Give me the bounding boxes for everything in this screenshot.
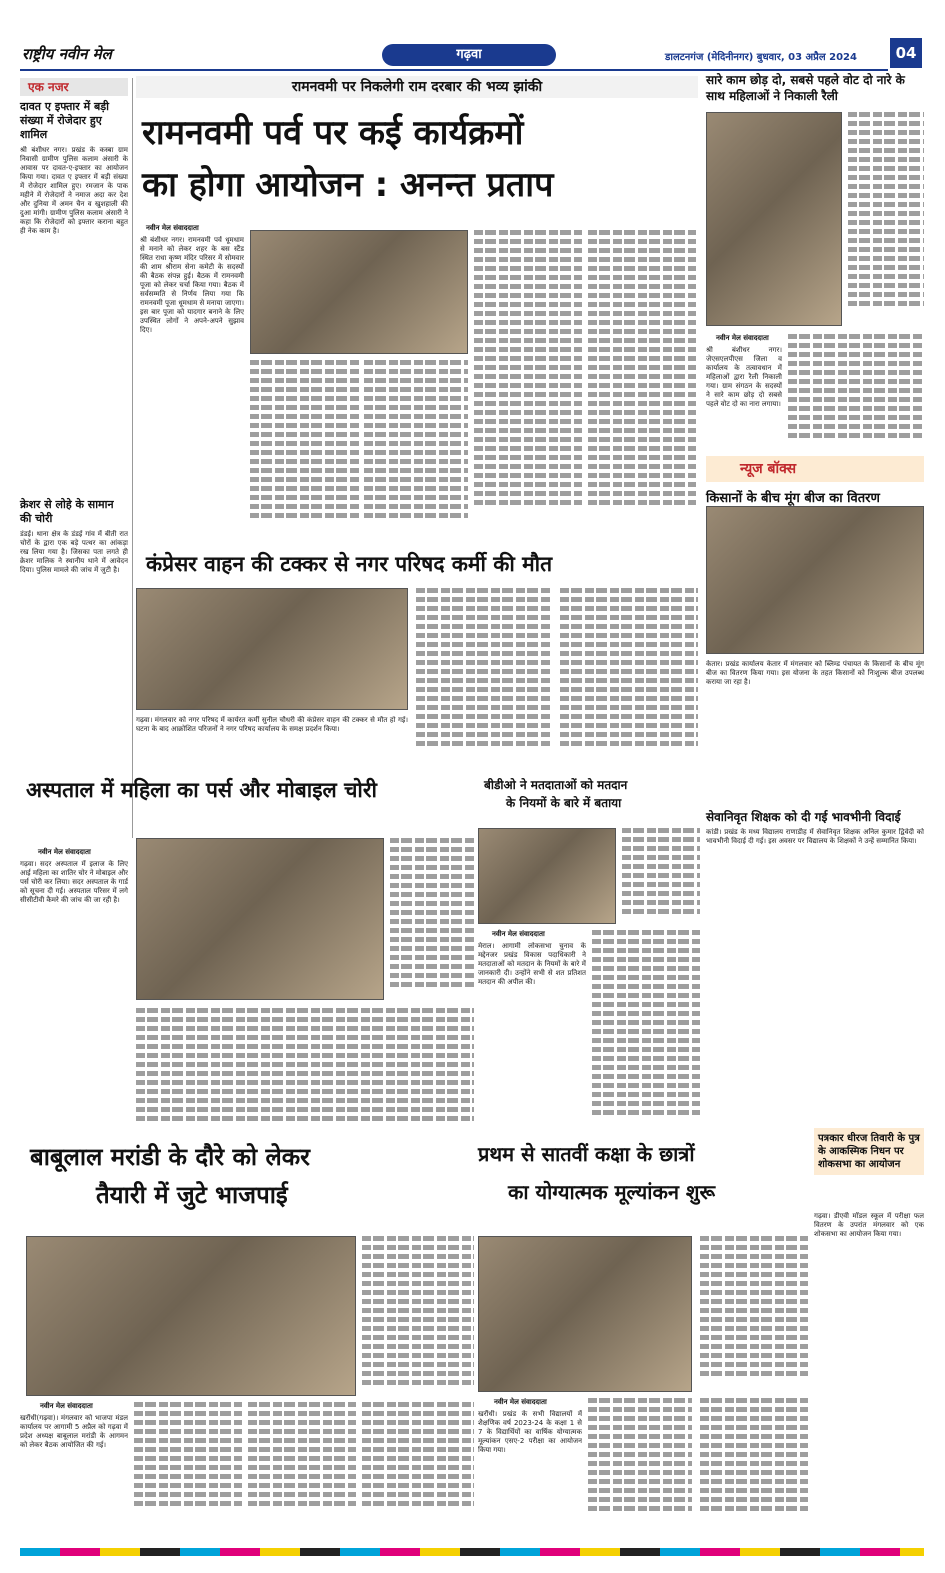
news-box-label: न्यूज बॉक्स (706, 456, 924, 482)
bdo-photo (478, 828, 616, 924)
condolence-headline: पत्रकार धीरज तिवारी के पुत्र के आकस्मिक निधन पर शोकसभा का आयोजन (814, 1128, 924, 1175)
lead-headline-line2: का होगा आयोजन : अनन्त प्रताप (142, 165, 554, 205)
sidebar-divider (132, 78, 133, 838)
assessment-text-side (700, 1236, 808, 1392)
page-number: 04 (890, 38, 922, 68)
dateline: डालटनगंज (मेदिनीनगर) बुधवार, 03 अप्रैल 2024 (665, 52, 857, 63)
sidebar-story2-text: डंडई। थाना क्षेत्र के डंडई गांव में बीती रात चोरों के द्वारा एक बड़े पत्थर का आंकड़ा रख लिया गया है। जिसका पता लगते ही क्रेशर मालिक ने स्थानीय थाने में आवेदन दिया। पुलिस मामले की जांच में जुटी है। (20, 530, 128, 574)
hospital-story (20, 776, 474, 1136)
rally-text-right (848, 112, 924, 326)
rally-story (706, 72, 924, 450)
compressor-text: गढ़वा। मंगलवार को नगर परिषद में कार्यरत कर्मी सुनील चौधरी की कंप्रेसर वाहन की टक्कर से मौत हो गई। घटना के बाद आक्रोशित परिजनों ने नगर परिषद कार्यालय के समक्ष प्रदर्शन किया। (136, 716, 408, 733)
paper-logo: राष्ट्रीय नवीन मेल (22, 45, 112, 63)
news-box-story1-headline: किसानों के बीच मूंग बीज का वितरण (706, 491, 880, 506)
lead-text-col5 (588, 230, 696, 540)
assessment-text-col2 (588, 1398, 692, 1526)
sidebar-story2-headline: क्रेशर से लोहे के सामान की चोरी (20, 498, 114, 525)
news-box-story2-text: कांडी। प्रखंड के मध्य विद्यालय राणाडीह में सेवानिवृत शिक्षक अनिल कुमार द्विवेदी को भावभीनी विदाई दी गई। इस अवसर पर विद्यालय के शिक्षकों ने उन्हें सम्मानित किया। (706, 828, 924, 845)
sidebar-story1-text: श्री बंशीधर नगर। प्रखंड के कस्बा ग्राम निवासी ग्रामीण पुलिस कलाम अंसारी के आवास पर दावत-ए-इफ्तार का आयोजन किया गया। दावत ए इफ्तार में बड़ी संख्या में रोजेदार शामिल हुए। रमजान के पाक महीने में रोजेदारों ने नमाज अदा कर देश और दुनिया में अमन चैन व खुशहाली की दुआ मांगी। ग्रामीण पुलिस कलाम अंसारी ने कहा कि रोजेदारों को इफ्तार कराना बहुत ही नेक काम है। (20, 146, 128, 235)
hospital-text: गढ़वा। सदर अस्पताल में इलाज के लिए आई महिला का शातिर चोर ने मोबाइल और पर्स चोरी कर लिया। सदर अस्पताल के गार्ड को सूचना दी गई। अस्पताल परिसर में लगे सीसीटीवी कैमरे की जांच की जा रही है। (20, 860, 128, 904)
babulal-photo (26, 1236, 356, 1396)
lead-text-col3 (364, 360, 468, 540)
lead-text-col2 (250, 360, 360, 540)
masthead (20, 36, 925, 72)
rally-photo (706, 112, 842, 326)
hospital-photo (136, 838, 384, 1000)
assessment-text: खरौंधी। प्रखंड के सभी विद्यालयों में शैक्षणिक वर्ष 2023-24 के कक्षा 1 से 7 के विद्यार्थियों का वार्षिक योग्यात्मक मूल्यांकन एसए-2 परीक्षा का आयोजन किया गया। (478, 1410, 582, 1454)
assessment-headline-line1: प्रथम से सातवीं कक्षा के छात्रों (478, 1142, 695, 1166)
compressor-story (136, 548, 700, 768)
lead-headline-line1: रामनवमी पर्व पर कई कार्यक्रमों (142, 113, 524, 153)
bdo-text: मेराल। आगामी लोकसभा चुनाव के मद्देनजर प्रखंड विकास पदाधिकारी ने मतदाताओं को मतदान के नियमों के बारे में जानकारी दी। उन्होंने सभी से शत प्रतिशत मतदान की अपील की। (478, 942, 586, 986)
babulal-headline-line2: तैयारी में जुटे भाजपाई (96, 1181, 288, 1209)
news-box-photo (706, 506, 924, 654)
assessment-story (478, 1140, 808, 1530)
hospital-headline: अस्पताल में महिला का पर्स और मोबाइल चोरी (26, 778, 377, 802)
lead-text-col4 (474, 230, 582, 540)
lead-story (136, 76, 698, 546)
condolence-text: गढ़वा। डीएवी मॉडल स्कूल में परीक्षा फल वितरण के उपरांत मंगलवार को एक शोकसभा का आयोजन किया गया। (814, 1212, 924, 1238)
rally-byline: नवीन मेल संवाददाता (716, 334, 769, 342)
bdo-story (478, 776, 700, 1136)
bdo-text-side (622, 828, 700, 924)
babulal-headline-line1: बाबूलाल मरांडी के दौरे को लेकर (30, 1143, 310, 1171)
babulal-story (20, 1140, 474, 1530)
hospital-byline: नवीन मेल संवाददाता (38, 848, 91, 856)
news-box-story2-headline: सेवानिवृत शिक्षक को दी गई भावभीनी विदाई (706, 810, 901, 824)
bdo-headline-line2: के नियमों के बारे में बताया (506, 796, 622, 810)
rally-text: श्री बंशीधर नगर। जेएसएलपीएस जिला व कार्यालय के तत्वावधान में महिलाओं द्वारा रैली निकाली गया। ग्राम संगठन के सदस्यों ने सारे काम छोड़ दो सबसे पहले वोट दो का नारा लगाया। (706, 346, 782, 408)
lead-kicker: रामनवमी पर निकलेगी राम दरबार की भव्य झांकी (136, 76, 698, 98)
footer-color-bar (20, 1548, 924, 1556)
compressor-text-col3 (560, 588, 698, 766)
babulal-text-col2 (134, 1402, 242, 1526)
sidebar (20, 78, 128, 838)
lead-text-col1: श्री बंशीधर नगर। रामनवमी पर्व धूमधाम से मनाने को लेकर शहर के बस स्टैंड स्थित राधा कृष्ण मंदिर परिसर में सोमवार की शाम श्रीराम सेना कमेटी के सदस्यों की बैठक संपन्न हुई। बैठक में रामनवमी पूजा को लेकर चर्चा किया गया। बैठक में सर्वसम्मति से निर्णय लिया गया कि रामनवमी पूजा धूमधाम से मनाया जाएगा। इस बार पूजा को यादगार बनाने के लिए उपस्थित लोगों ने अपने-अपने सुझाव दिए। (140, 236, 244, 334)
babulal-byline: नवीन मेल संवाददाता (40, 1402, 93, 1410)
compressor-text-col2 (416, 588, 552, 766)
lead-photo (250, 230, 468, 354)
compressor-headline: कंप्रेसर वाहन की टक्कर से नगर परिषद कर्मी की मौत (146, 552, 553, 576)
bdo-byline: नवीन मेल संवाददाता (492, 930, 545, 938)
babulal-text-side (362, 1236, 474, 1396)
rally-text-col2 (788, 334, 924, 446)
assessment-text-col3 (700, 1398, 808, 1526)
news-box-story1-text: केतार। प्रखंड कार्यालय केतार में मंगलवार को ब्लिम्ड पंचायत के किसानों के बीच मूंग बीज का वितरण किया गया। इस योजना के तहत किसानों को निःशुल्क बीज उपलब्ध कराया जा रहा है। (706, 660, 924, 686)
masthead-rule (20, 69, 888, 71)
bdo-text-col2 (592, 930, 700, 1132)
assessment-headline-line2: का योग्यात्मक मूल्यांकन शुरू (508, 1180, 716, 1204)
assessment-photo (478, 1236, 692, 1392)
hospital-text-col2 (390, 838, 474, 1000)
assessment-byline: नवीन मेल संवाददाता (494, 1398, 547, 1406)
lead-byline: नवीन मेल संवाददाता (146, 224, 199, 232)
compressor-photo (136, 588, 408, 710)
babulal-text-col3 (248, 1402, 356, 1526)
sidebar-story1-headline: दावत ए इफ्तार में बड़ी संख्या में रोजेदार हुए शामिल (20, 100, 110, 141)
section-badge: गढ़वा (382, 44, 556, 66)
rally-headline: सारे काम छोड़ दो, सबसे पहले वोट दो नारे के साथ महिलाओं ने निकाली रैली (706, 73, 905, 103)
babulal-text-col4 (362, 1402, 474, 1526)
hospital-text-col3 (136, 1008, 474, 1132)
news-box (706, 456, 924, 916)
babulal-text: खरौंधी(गढ़वा)। मंगलवार को भाजपा मंडल कार्यालय पर आगामी 5 अप्रैल को गढ़वा में प्रदेश अध्यक्ष बाबूलाल मरांडी के आगमन को लेकर बैठक आयोजित की गई। (20, 1414, 128, 1449)
sidebar-label: एक नजर (20, 78, 128, 96)
bdo-headline-line1: बीडीओ ने मतदाताओं को मतदान (484, 778, 628, 792)
condolence-story (814, 1128, 924, 1528)
